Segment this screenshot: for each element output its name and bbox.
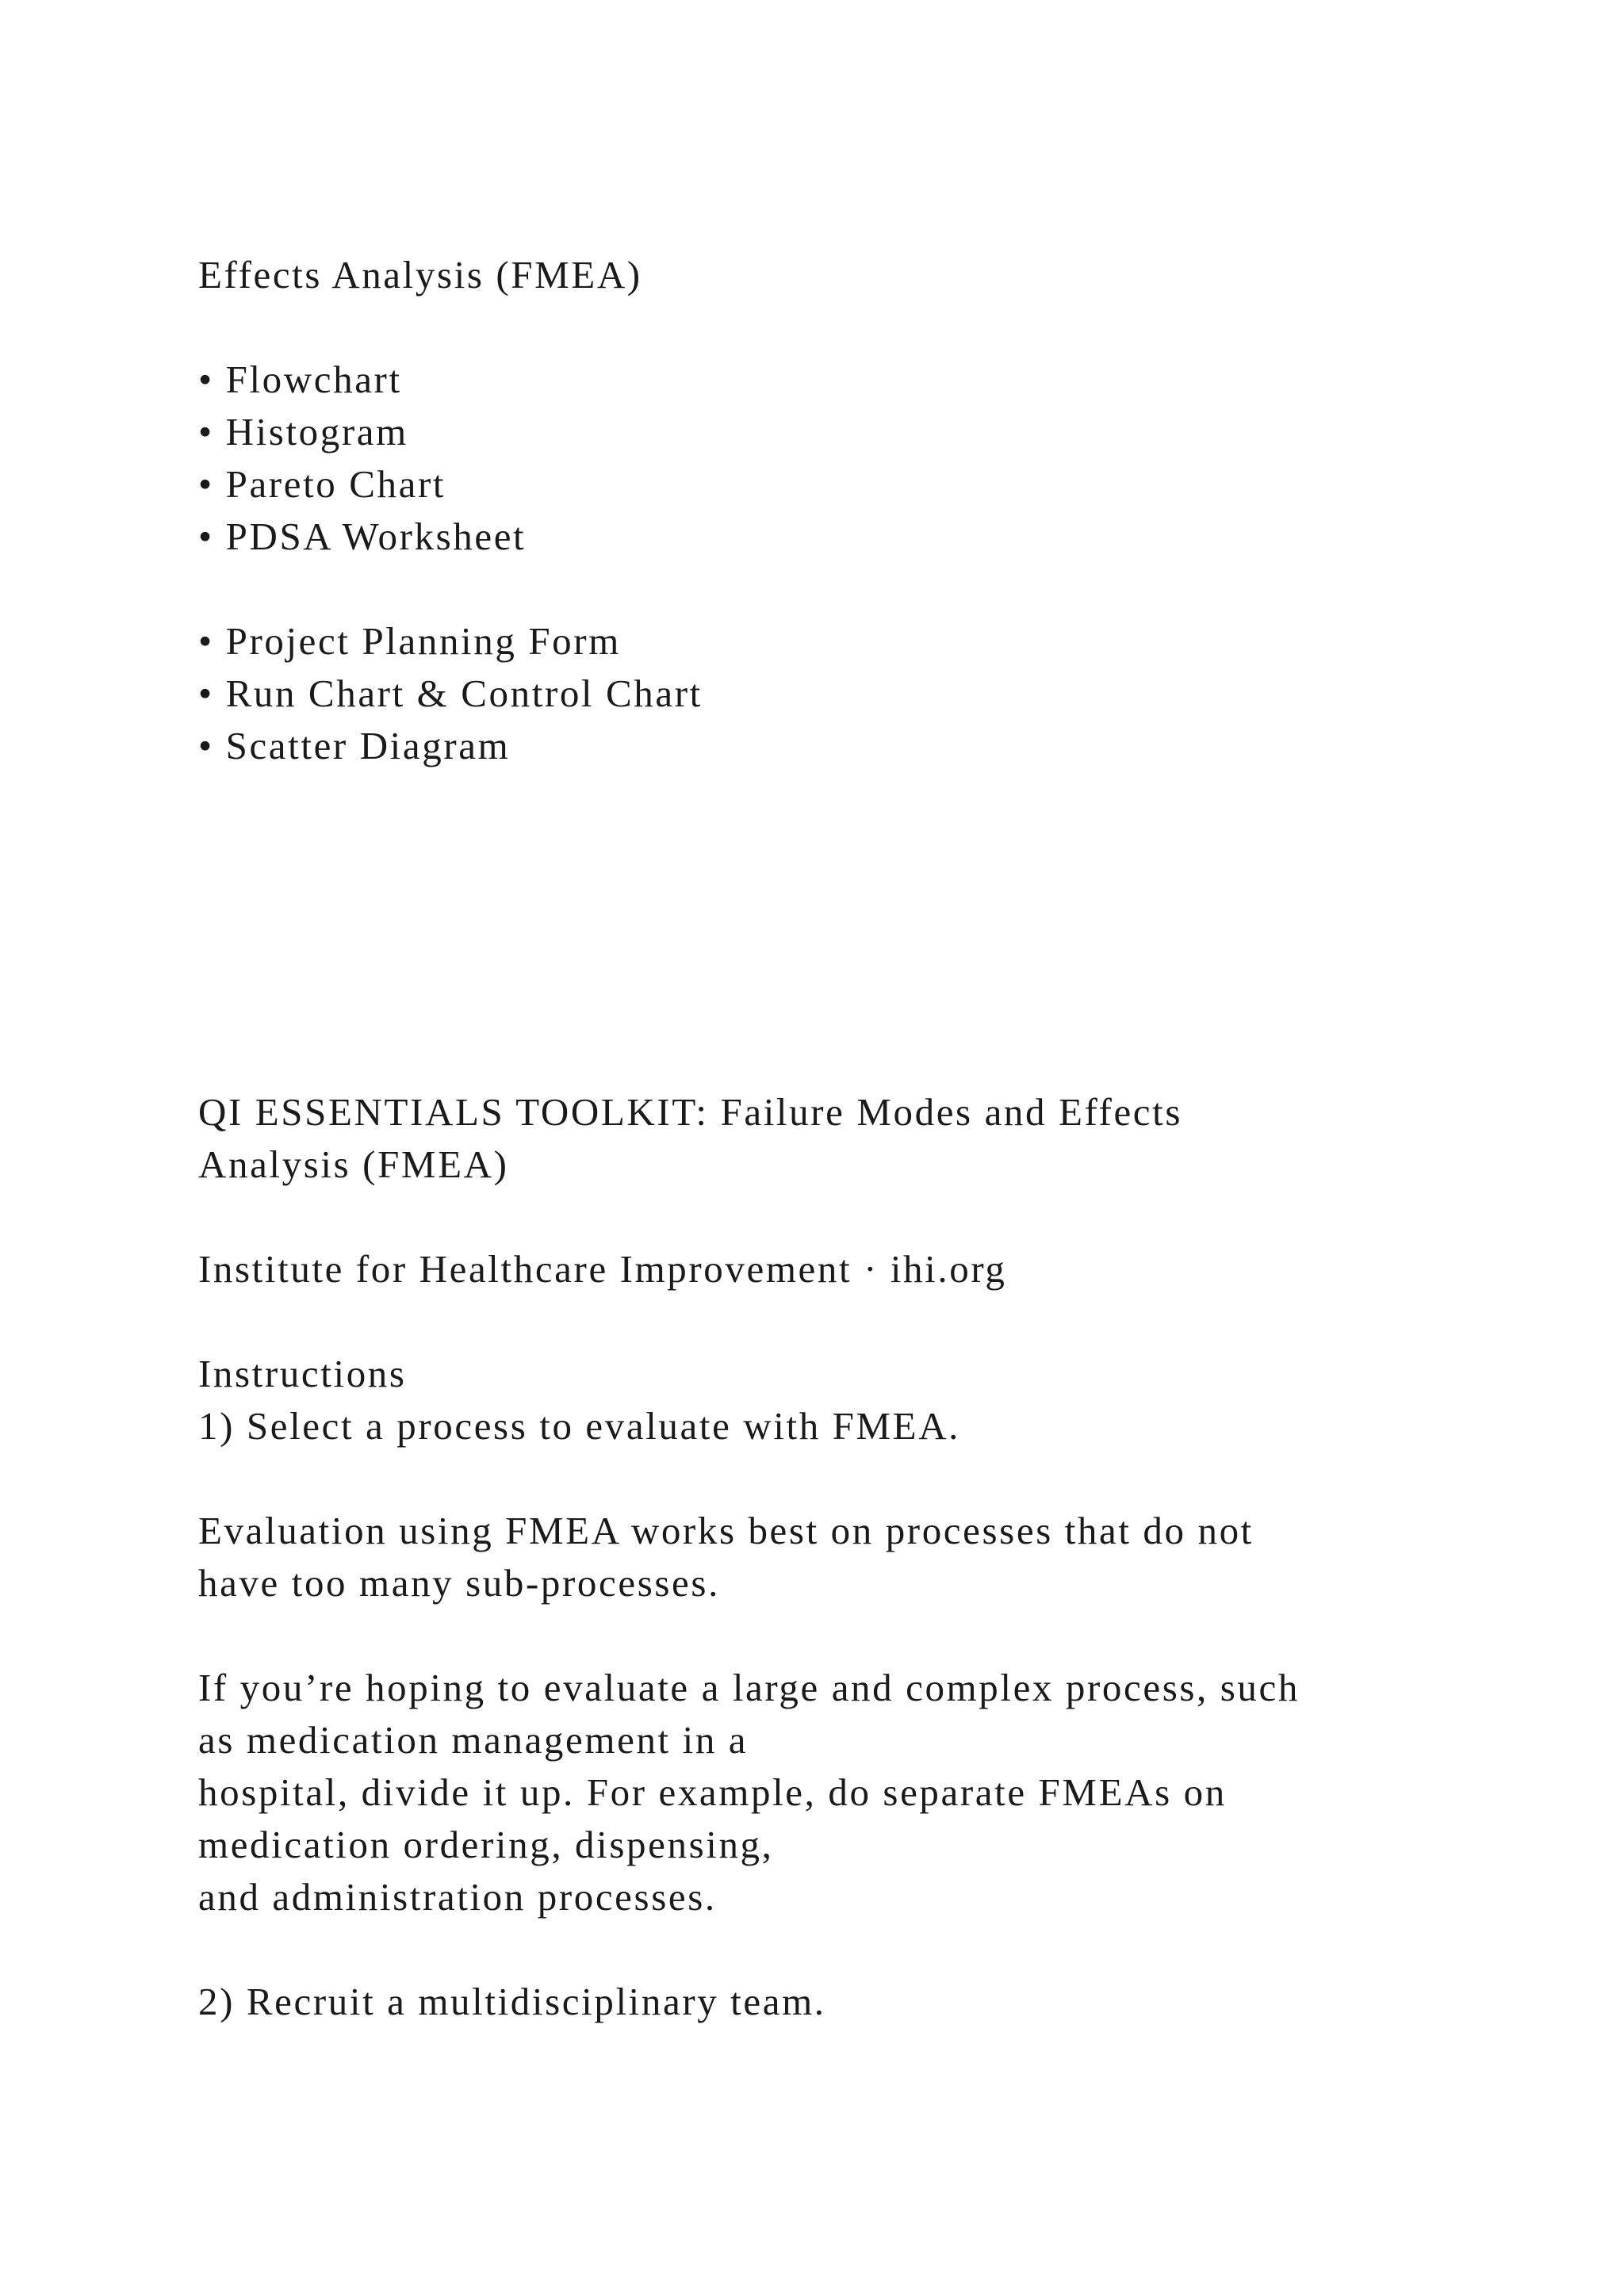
tool-list-item-run-chart: • Run Chart & Control Chart <box>198 672 703 715</box>
tool-list-item-histogram: • Histogram <box>198 410 408 453</box>
toolkit-title-line-2: Analysis (FMEA) <box>198 1142 509 1186</box>
tool-list-item-pareto-chart: • Pareto Chart <box>198 462 446 506</box>
paragraph-2-line-4: medication ordering, dispensing, <box>198 1823 774 1866</box>
tool-list-item-scatter-diagram: • Scatter Diagram <box>198 724 511 767</box>
tool-list-item-pdsa-worksheet: • PDSA Worksheet <box>198 515 527 558</box>
section-heading: Effects Analysis (FMEA) <box>198 253 642 297</box>
tool-list-item-project-planning-form: • Project Planning Form <box>198 619 621 663</box>
instructions-heading: Instructions <box>198 1352 407 1395</box>
document-page <box>198 0 1467 2296</box>
paragraph-2-line-1: If you’re hoping to evaluate a large and complex process, such <box>198 1666 1300 1709</box>
paragraph-2-line-5: and administration processes. <box>198 1875 717 1919</box>
paragraph-2-line-3: hospital, divide it up. For example, do separate FMEAs on <box>198 1770 1227 1814</box>
paragraph-1-line-1: Evaluation using FMEA works best on processes that do not <box>198 1509 1254 1552</box>
paragraph-2-line-2: as medication management in a <box>198 1718 749 1762</box>
source-line: Institute for Healthcare Improvement · ihi.org <box>198 1247 1007 1291</box>
instruction-step-2: 2) Recruit a multidisciplinary team. <box>198 1980 826 2023</box>
tool-list-item-flowchart: • Flowchart <box>198 358 402 401</box>
instruction-step-1: 1) Select a process to evaluate with FMEA. <box>198 1404 961 1448</box>
toolkit-title-line-1: QI ESSENTIALS TOOLKIT: Failure Modes and Effects <box>198 1090 1183 1134</box>
paragraph-1-line-2: have too many sub-processes. <box>198 1561 720 1605</box>
